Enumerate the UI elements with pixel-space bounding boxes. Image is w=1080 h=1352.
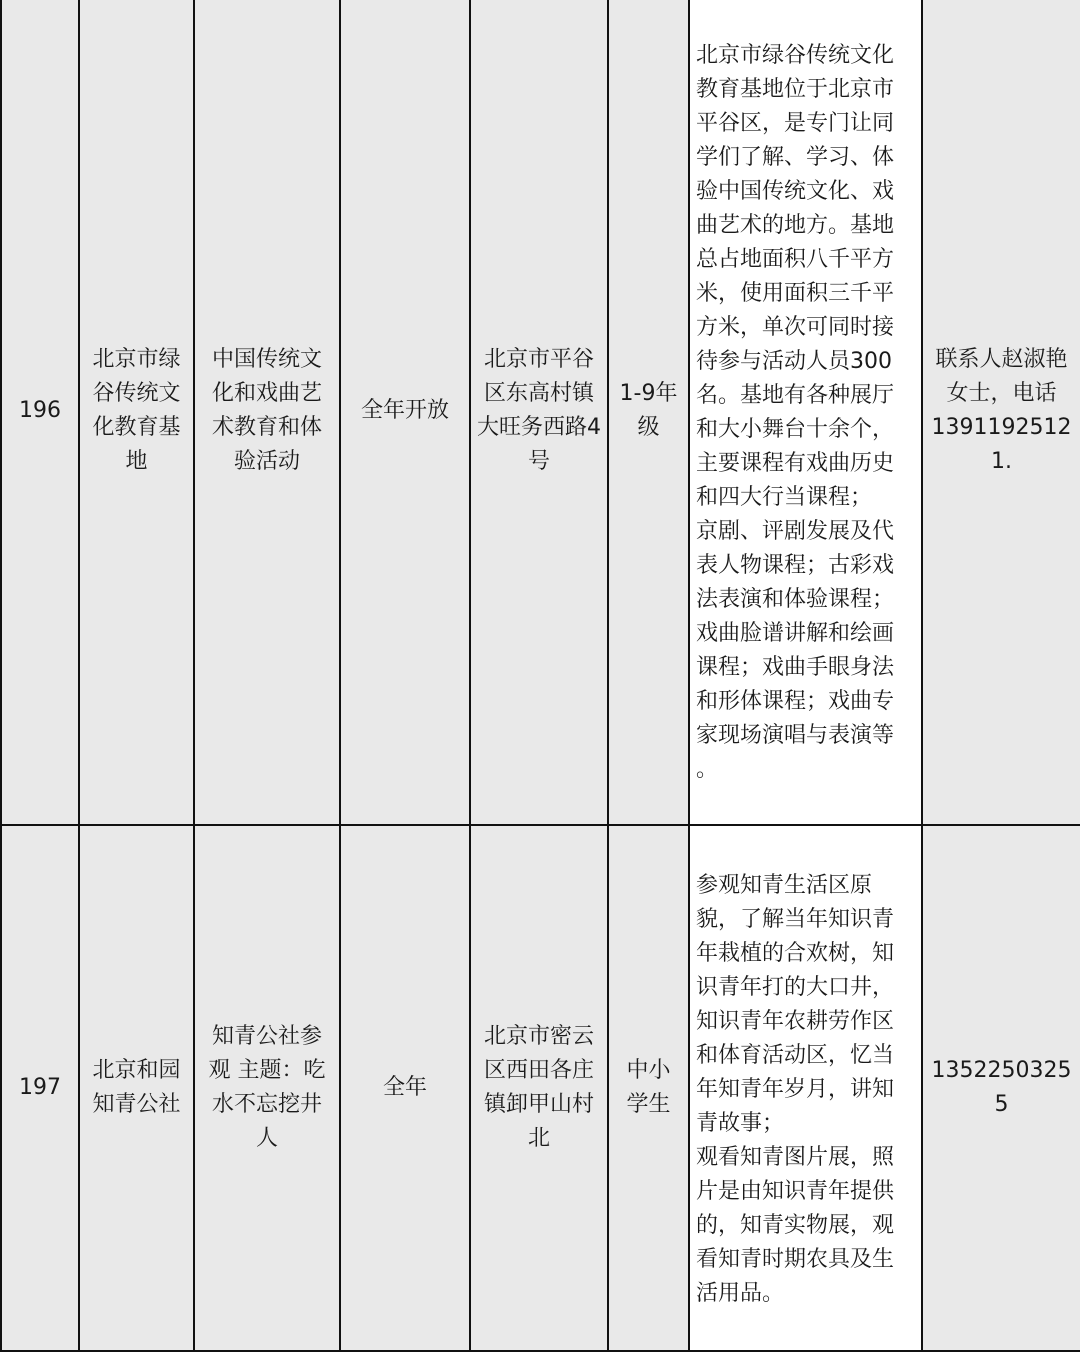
grade-cell [608,0,689,825]
activity-title: 知青公社参 观 主题：吃 水不忘挖井 人 [208,1024,326,1151]
row-number: 197 [19,1075,61,1100]
activity-title: 中国传统文 化和戏曲艺 术教育和体 验活动 [211,347,322,474]
description-cell [689,825,922,1351]
table-row [1,0,1080,825]
table-row [1,825,1080,1351]
open-time-cell [340,0,470,825]
address: 北京市密云 区西田各庄 镇卸甲山村 北 [483,1024,594,1151]
base-name: 北京和园 知青公社 [92,1058,181,1117]
description: 参观知青生活区原 貌，了解当年知识青 年栽植的合欢树，知 识青年打的大口井， 知识青年农耕劳作区 和体育活动区，忆当 年知青年岁月，讲知 青故事； 观看知青图片展，照 片是由知识青年提供 的，知青实物展，观 看知青时期农具及生 活用品。 [696,873,895,1306]
address: 北京市平谷 区东高村镇 大旺务西路4 号 [477,347,601,474]
contact: 1352250325 5 [931,1058,1072,1117]
address-cell [470,825,608,1351]
open-time: 全年 [382,1075,427,1100]
contact-cell [922,825,1080,1351]
activity-cell [194,0,340,825]
grade-cell [608,825,689,1351]
activity-cell [194,825,340,1351]
description-cell [689,0,922,825]
contact-cell [922,0,1080,825]
address-cell [470,0,608,825]
grade: 1-9年 级 [619,381,678,440]
contact: 联系人赵淑艳 女士，电话 1391192512 1. [931,347,1072,474]
row-number-cell [1,825,79,1351]
row-number-cell [1,0,79,825]
grade: 中小 学生 [626,1058,671,1117]
row-number: 196 [19,398,61,423]
base-name-cell [79,825,194,1351]
open-time: 全年开放 [360,398,449,423]
description: 北京市绿谷传统文化 教育基地位于北京市 平谷区，是专门让同 学们了解、学习、体 验中国传统文化、戏 曲艺术的地方。基地 总占地面积八千平方 米，使用面积三千平 方米，单次可同时接 待参与活动人员300 名。基地有各种展厅 和大小舞台十余个， 主要课程有戏曲历史 和四大行当课程； 京剧、评剧发展及代 表人物课程；古彩戏 法表演和体验课程； 戏曲脸谱讲解和绘画 课程；戏曲手眼身法 和形体课程；戏曲专 家现场演唱与表演等 。 [696,43,895,782]
base-name: 北京市绿 谷传统文 化教育基 地 [92,347,181,474]
base-name-cell [79,0,194,825]
open-time-cell [340,825,470,1351]
